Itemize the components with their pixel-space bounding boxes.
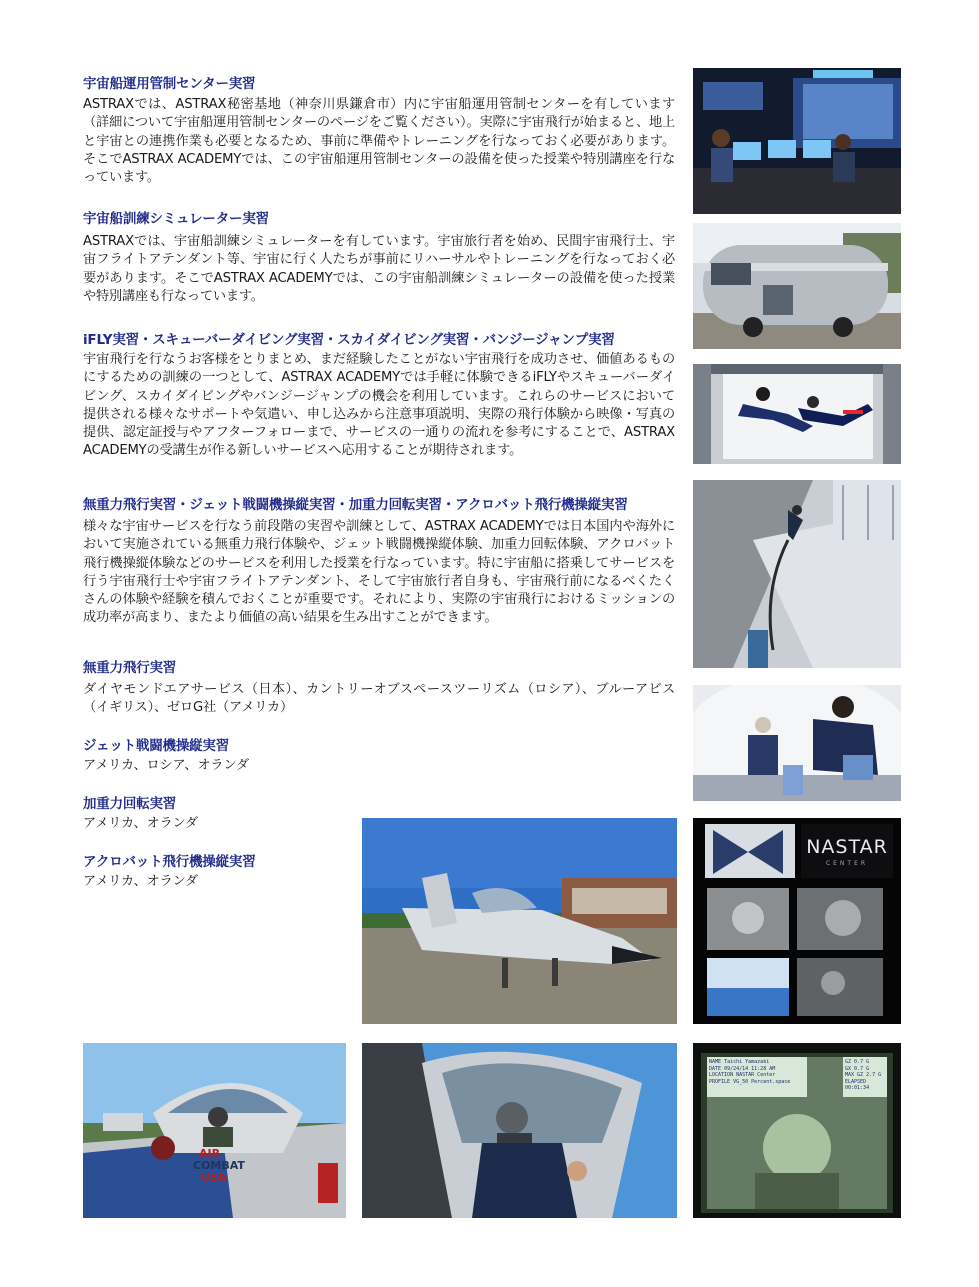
nastar-logo-text: NASTAR: [806, 836, 888, 858]
section-heading-zero-g: 無重力飛行実習・ジェット戦闘機操縦実習・加重力回転実習・アクロバット飛行機操縦実習: [83, 497, 628, 513]
monitor-gz-value: 0.7 G: [854, 1059, 870, 1065]
pilot-thumbs-up-photo: [362, 1043, 677, 1218]
jet-tarmac-photo: [362, 818, 677, 1024]
section-body-ifly: 宇宙飛行を行なうお客様をとりまとめ、まだ経験したことがない宇宙飛行を成功させ、価値あるものにするための訓練の一つとして、ASTRAX ACADEMYでは手軽に体験できるiFLYやスキューバーダイビング、スカイダイビングやバンジージャンプの機会を利用しています。これらのサービスにおいて提供される様々なサポートや気遣い、申し込みから注意事項説明、実際の飛行体験から映像・写真の提供、認定証授与やアフターフォローまで、サービスの一通りの流れを参考にすることで、ASTRAX ACADEMYの受講生が作る新しいサービスへ応用することが期待されます。: [83, 352, 675, 459]
air-combat-usa-photo: [83, 1043, 346, 1218]
plane-text-usa: USA: [201, 1171, 227, 1184]
monitor-date-label: DATE: [709, 1065, 722, 1072]
monitor-readout-left: [709, 1059, 807, 1085]
monitor-gx-label: GX: [845, 1065, 852, 1072]
section-body-control-center: ASTRAXでは、ASTRAX秘密基地（神奈川県鎌倉市）内に宇宙船運用管制センターを有しています（詳細について宇宙船運用管制センターのページをご覧ください）。実際に宇宙飛行が始まると、地上と宇宙との連携作業も必要となるため、事前に準備やトレーニングを行なっておく必要があります。そこでASTRAX ACADEMYでは、この宇宙船運用管制センターの設備を使った授業や特別講座を行なっています。: [83, 97, 675, 186]
monitor-elapsed-value: 00:01:34: [845, 1085, 870, 1092]
monitor-gx-value: 0.7 G: [854, 1065, 870, 1072]
plane-text-air: AIR: [199, 1147, 221, 1160]
section-body-simulator: ASTRAXでは、宇宙船訓練シミュレーターを有しています。宇宙旅行者を始め、民間宇宙飛行士、宇宙フライトアテンダント等、宇宙に行く人たちが事前にリハーサルやトレーニングを行なっておく必要があります。そこでASTRAX ACADEMYでは、この宇宙船訓練シミュレーターの設備を使った授業や特別講座も行なっています。: [83, 234, 675, 304]
monitor-max-label: MAX GZ: [845, 1072, 864, 1079]
monitor-location-label: LOCATION: [709, 1072, 734, 1079]
monitor-profile-value: VG_50 Percent.space: [733, 1078, 791, 1085]
section-heading-aerobatic: アクロバット飛行機操縦実習: [83, 854, 256, 870]
ifly-photo: [693, 364, 901, 464]
simulator-trailer-photo: [693, 223, 901, 349]
monitor-gz-label: GZ: [845, 1059, 852, 1065]
monitor-location-value: NASTAR Center: [736, 1072, 776, 1079]
monitor-name-label: NAME: [709, 1059, 722, 1065]
section-heading-jet-fighter: ジェット戦闘機操縦実習: [83, 738, 230, 754]
section-body-aerobatic: アメリカ、オランダ: [83, 874, 198, 889]
monitor-max-value: 2.7 G: [866, 1072, 882, 1079]
centrifuge-monitor-photo: [693, 1043, 901, 1218]
monitor-profile-label: PROFILE: [709, 1078, 731, 1085]
section-heading-control-center: 宇宙船運用管制センター実習: [83, 76, 256, 92]
zero-g-cabin-photo: [693, 685, 901, 801]
monitor-elapsed-label: ELAPSED: [845, 1078, 867, 1085]
section-heading-centrifuge: 加重力回転実習: [83, 796, 177, 812]
nastar-sub-text: CENTER: [825, 860, 869, 867]
section-body-zero-g: 様々な宇宙サービスを行なう前段階の実習や訓練として、ASTRAX ACADEMYでは日本国内や海外において実施されている無重力飛行体験や、ジェット戦闘機操縦体験、加重力回転体験、アクロバット飛行機操縦体験などのサービスを利用した授業を行なっています。特に宇宙船に搭乗してサービスを行う宇宙飛行士や宇宙フライトアテンダント、そして宇宙旅行者自身も、宇宙飛行前になるべくたくさんの体験や経験を積んでおくことが重要です。それにより、実際の宇宙飛行におけるミッションの成功率が高まり、またより価値の高い結果を生み出すことができます。: [83, 519, 675, 626]
section-heading-simulator: 宇宙船訓練シミュレーター実習: [83, 211, 269, 227]
section-body-centrifuge: アメリカ、オランダ: [83, 816, 198, 831]
section-heading-zero-g-flight: 無重力飛行実習: [83, 660, 177, 676]
section-body-jet-fighter: アメリカ、ロシア、オランダ: [83, 758, 249, 773]
section-heading-ifly: iFLY実習・スキューバーダイビング実習・スカイダイビング実習・バンジージャンプ実習: [83, 332, 615, 348]
monitor-date-value: 09/24/14 11:28 AM: [724, 1065, 776, 1072]
plane-text-combat: COMBAT: [193, 1159, 245, 1172]
section-body-zero-g-flight: ダイヤモンドエアサービス（日本）、カントリーオブスペースツーリズム（ロシア）、ブルーアビス（イギリス）、ゼロG社（アメリカ）: [83, 682, 675, 716]
control-center-photo: [693, 68, 901, 214]
bungee-photo: [693, 480, 901, 668]
monitor-readout-right: [845, 1059, 887, 1092]
monitor-name-value: Taichi Yamazaki: [724, 1059, 770, 1065]
nastar-monitors-photo: [693, 818, 901, 1024]
